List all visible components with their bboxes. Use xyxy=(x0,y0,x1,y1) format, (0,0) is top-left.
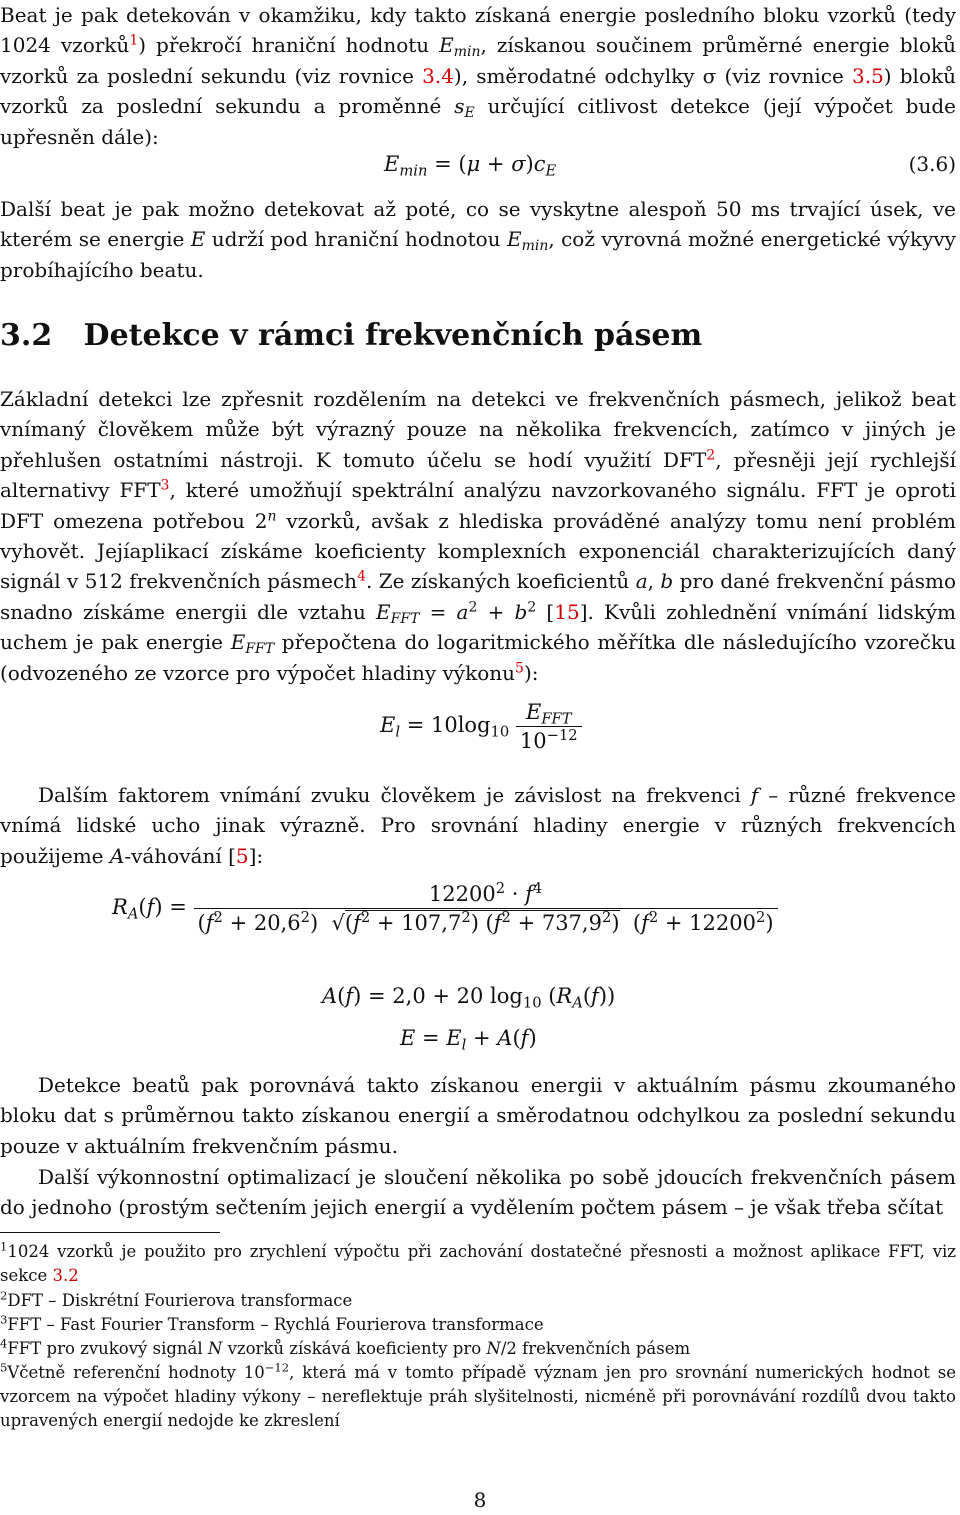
footnote-1: $^1$1024 vzorků je použito pro zrychlení výpočtu při zachování dostatečné přesnosti a možnost aplikace FFT, viz sekce 3.2 xyxy=(0,1239,956,1285)
footnote-mark-5[interactable]: 5 xyxy=(515,659,524,676)
footnote-mark-1[interactable]: 1 xyxy=(129,32,139,49)
equation-emin: $E_{min} = (\mu + \sigma)c_E$ xyxy=(384,152,557,180)
equation-ra: $R_A(f)$ = $\frac{12200^2 \cdot f^4}{(f^2 + 20,6^2) √(f^2 + 107,7^2) (f^2 + 737,9^2) (f^2 + 12200^2)}$ xyxy=(112,882,778,935)
paragraph-optimization: Další výkonnostní optimalizací je sloučení několika po sobě jdoucích frekvenčních pásem do jednoho (prostým sečtením jejich energií a vydělením počtem pásem – je však třeba sčítat xyxy=(0,1165,956,1220)
citation-5[interactable]: 5 xyxy=(235,843,249,868)
footnote-5: $^5$Včetně referenční hodnoty $10^{-12}$, která má v tomto případě význam jen pro srovnání numerických hodnot se vzorcem na výpočet hladiny výkony – nereflektuje práh slyšitelnosti, nicméně při porovnávání rozdílů dvou takto upravených energií nedojde ke zkreslení xyxy=(0,1360,956,1430)
paragraph-beat-detection: Beat je pak detekován v okamžiku, kdy takto získaná energie posledního bloku vzorků (tedy 1024 vzorků$^1$) překročí hraniční hodnotu $E_{min}$, získanou součinem průměrné energie bloků vzorků za poslední sekundu (viz rovnice 3.4), směrodatné odchylky σ (viz rovnice 3.5) bloků vzorků za poslední sekundu a proměnné $s_E$ určující citlivost detekce (její výpočet bude upřesněn dále): xyxy=(0,3,957,149)
equation-ref-3-5[interactable]: 3.5 xyxy=(851,63,884,88)
footnote-2: $^2$DFT – Diskrétní Fourierova transformace xyxy=(0,1288,353,1310)
page-number: 8 xyxy=(473,1488,487,1512)
paragraph-comparison: Detekce beatů pak porovnává takto získanou energii v aktuálním pásmu zkoumaného bloku dat s průměrnou takto získanou energií a směrodatnou odchylkou za poslední sekundu pouze v aktuálním frekvenčním pásmu. xyxy=(0,1073,956,1158)
paragraph-next-beat: Další beat je pak možno detekovat až poté, co se vyskytne alespoň 50 ms trvající úsek, ve kterém se energie E udrží pod hraniční hodnotou $E_{min}$, což vyrovná možné energetické výkyvy probíhajícího beatu. xyxy=(0,197,956,282)
footnote-mark-2[interactable]: 2 xyxy=(706,447,716,464)
equation-number: (3.6) xyxy=(908,152,956,176)
section-heading: 3.2 Detekce v rámci frekvenčních pásem xyxy=(0,318,703,353)
footnote-4: $^4$FFT pro zvukový signál N vzorků získává koeficienty pro N/2 frekvenčních pásem xyxy=(0,1336,691,1358)
paragraph-a-weighting: Dalším faktorem vnímání zvuku člověkem je závislost na frekvenci f – různé frekvence vnímá lidské ucho jinak výrazně. Pro srovnání hladiny energie v různých frekvencích použijeme A-váhování [5]: xyxy=(0,783,956,868)
equation-e: $E = E_l + A(f)$ xyxy=(400,1026,537,1054)
footnote-divider xyxy=(0,1232,220,1233)
equation-af: A(f) = 2,0 + 20 $\log_{10} (R_A(f))$ xyxy=(322,984,616,1012)
citation-15[interactable]: 15 xyxy=(554,599,580,624)
paragraph-frequency-bands: Základní detekci lze zpřesnit rozdělením na detekci ve frekvenčních pásmech, jelikož beat vnímaný člověkem může být výrazný pouze na několika frekvencích, zatímco v jiných je přehlušen ostatními nástroji. K tomuto účelu se hodí využití DFT$^2$, přesněji její rychlejší alternativy FFT$^3$, které umožňují spektrální analýzu navzorkovaného signálu. FFT je oproti DFT omezena potřebou 2$^n$ vzorků, avšak z hlediska prováděné analýzy tomu není problém vyhovět. Jejíaplikací získáme koeficienty komplexních exponenciál charakterizujících daný signál v 512 frekvenčních pásmech$^4$. Ze získaných koeficientů a, b pro dané frekvenční pásmo snadno získáme energii dle vztahu $E_{FFT} = a^2 + b^2$ [15]. Kvůli zohlednění vnímání lidským uchem je pak energie $E_{FFT}$ přepočtena do logaritmického měřítka dle následujícího vzorečku (odvozeného ze vzorce pro výpočet hladiny výkonu$^5$): xyxy=(0,387,957,685)
footnote-3: $^3$FFT – Fast Fourier Transform – Rychlá Fourierova transformace xyxy=(0,1312,544,1334)
equation-el: $E_l = 10\log_{10}$ $\frac{E_{FFT}}{10^{-12}}$ xyxy=(380,700,582,753)
section-ref-3-2[interactable]: 3.2 xyxy=(52,1266,79,1285)
footnote-mark-4[interactable]: 4 xyxy=(357,568,366,585)
footnote-mark-3[interactable]: 3 xyxy=(160,477,170,494)
equation-ref-3-4[interactable]: 3.4 xyxy=(422,63,454,88)
